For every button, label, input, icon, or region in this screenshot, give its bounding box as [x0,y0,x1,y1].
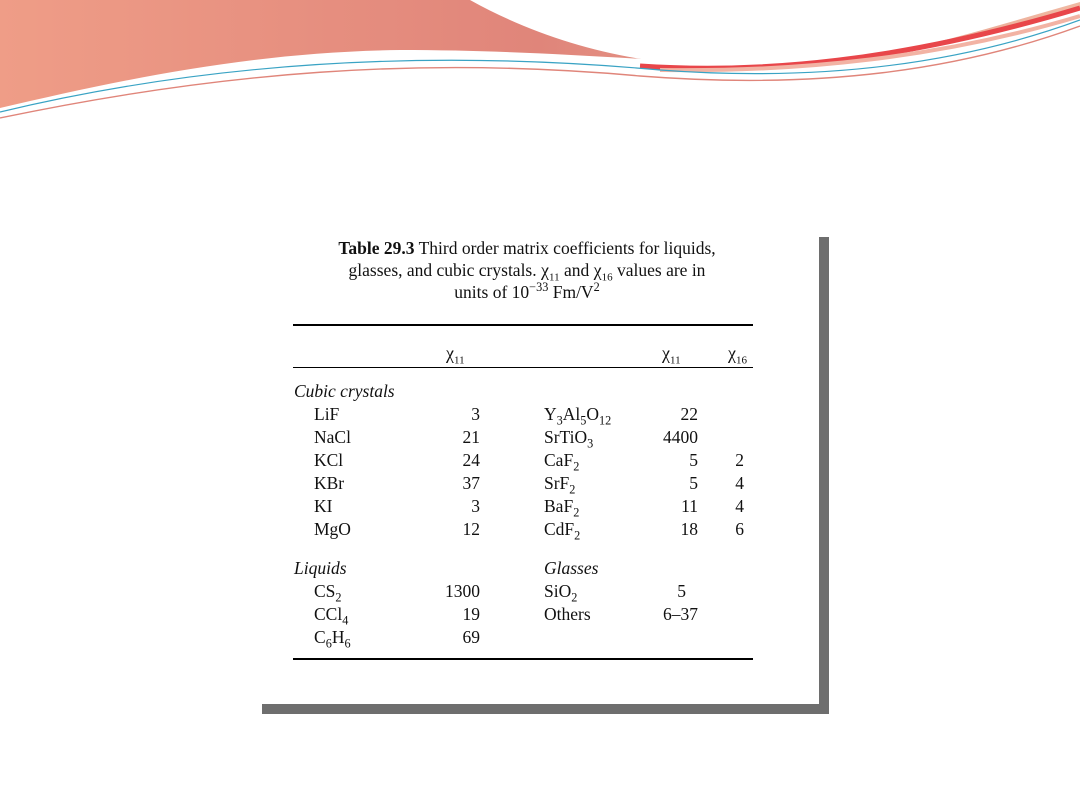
table-cell-chi11: 19 [462,604,480,624]
table-cell-chi11: 37 [462,473,480,493]
table-row-name: CdF$_2$ [544,519,581,543]
table-row-name: CCl$_4$ [314,604,349,628]
table-cell-chi11: 3 [471,496,480,516]
table-cell-chi16: 4 [735,473,744,493]
table-row-name: SrF$_2$ [544,473,576,497]
table-cell-chi11: 5 [689,473,698,493]
table-row-name: NaCl [314,427,351,447]
table-header-rule [293,367,753,368]
table-cell-chi11: 18 [680,519,698,539]
table-cell-chi11: 5 [689,450,698,470]
table-caption: Table 29.3 Third order matrix coefficients for liquids, glasses, and cubic crystals. $\chi_{11}$ and $\chi_{16}$ values are in units of $10^{-33}$ $Fm/V^2$ [338,238,716,302]
header-chi11-right: $\chi_{11}$ [662,343,681,367]
table-row-name: KI [314,496,333,516]
table-cell-chi11: 6–37 [663,604,698,624]
table-cell-chi16: 2 [735,450,744,470]
table-row-name: CaF$_2$ [544,450,580,474]
table-row-name: KCl [314,450,344,470]
table-cell-chi16: 4 [735,496,744,516]
table-row-name: KBr [314,473,345,493]
table-cell-chi11: 5 [677,581,686,601]
table-cell-chi11: 24 [462,450,480,470]
table-cell-chi11: 21 [462,427,480,447]
table-row-name: SiO$_2$ [544,581,578,605]
section-title-liquids: Liquids [294,558,347,578]
table-top-rule [293,324,753,326]
table-row-name: BaF$_2$ [544,496,580,520]
table-row-name: $C_6H_6$ [314,627,351,651]
table-cell-chi11: 69 [462,627,480,647]
section-title-glasses: Glasses [544,558,599,578]
caption-label: Table 29.3 [338,238,415,258]
table-cell-chi11: 11 [681,496,698,516]
table-row-name: MgO [314,519,351,539]
card-shadow-bottom [262,704,829,714]
header-chi16: $\chi_{16}$ [728,343,747,367]
table-row-name: $CS_2$ [314,581,342,605]
header-wave-decoration [0,0,1080,130]
card-shadow-right [819,237,829,714]
table-cell-chi11: 12 [462,519,480,539]
table-cell-chi11: 1300 [445,581,480,601]
header-chi11-left: $\chi_{11}$ [446,343,465,367]
table-cell-chi11: 22 [680,404,698,424]
table-row-name: SrTiO$_3$ [544,427,594,451]
table-cell-chi11: 4400 [663,427,698,447]
section-title-cubic: Cubic crystals [294,381,395,401]
table-bottom-rule [293,658,753,660]
table-cell-chi16: 6 [735,519,744,539]
table-row-name: $Y_3Al_5O_{12}$ [544,404,612,428]
table-row-name: LiF [314,404,340,424]
table-cell-chi11: 3 [471,404,480,424]
table-row-name: Others [544,604,591,624]
